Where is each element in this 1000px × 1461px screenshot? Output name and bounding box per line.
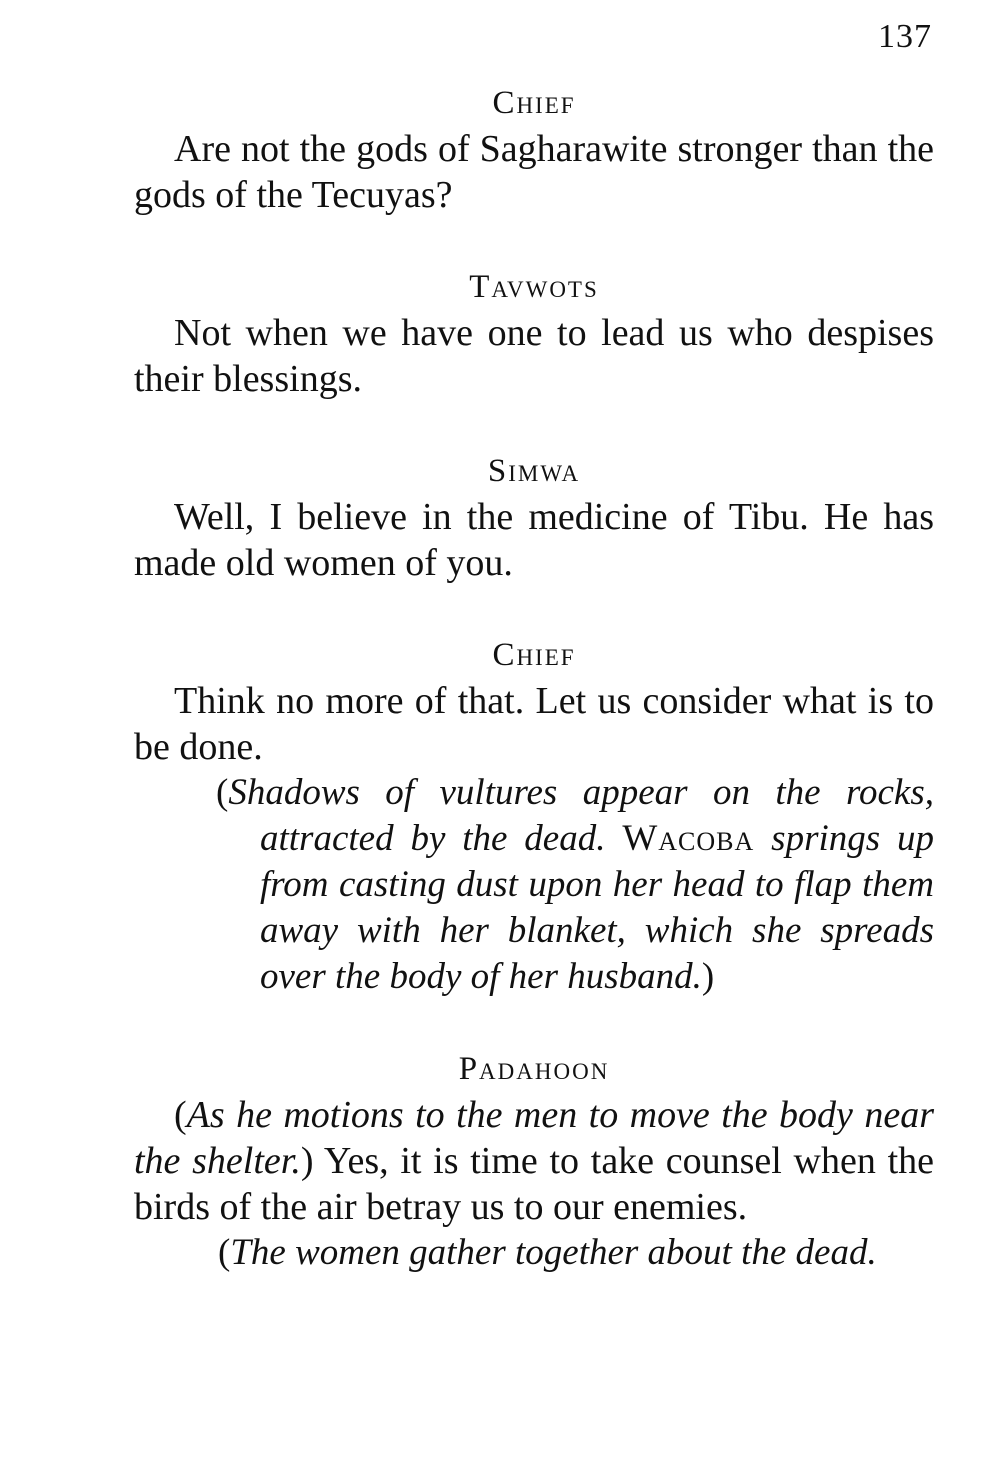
page-number: 137	[878, 18, 932, 55]
speaker-name: Chief	[492, 85, 576, 121]
stage-direction	[216, 770, 935, 1000]
speech-paragraph: Think no more of that. Let us consider what is to be done.	[134, 680, 934, 768]
direction-open-paren: (	[174, 1094, 187, 1136]
stage-open-paren: (	[216, 772, 229, 813]
speech-text: Yes, it is time to take counsel when the birds of the air betray us to our enemies.	[134, 1140, 935, 1228]
speaker-name: Tavwots	[469, 269, 599, 305]
stage-text: springs up from casting dust upon her head to flap them away with her blanket, which she spreads over the body of her husband.	[260, 818, 935, 997]
speech-paragraph: Well, I believe in the medicine of Tibu. He has made old women of you.	[134, 496, 934, 584]
speaker-name: Chief	[492, 637, 576, 673]
speaker-name: Padahoon	[458, 1051, 610, 1087]
direction-close-paren: )	[300, 1140, 314, 1182]
speech-paragraph	[134, 1092, 934, 1230]
stage-character-name: Wacoba	[622, 818, 755, 859]
stage-open-paren: (	[218, 1232, 231, 1273]
speech-paragraph: Are not the gods of Sagharawite stronger than the gods of the Tecuyas?	[134, 128, 934, 216]
speech-paragraph: Not when we have one to lead us who despises their blessings.	[134, 312, 934, 400]
speaker-name: Simwa	[487, 453, 581, 489]
inline-direction: As he motions to the men to move the body near the shelter.	[134, 1094, 934, 1182]
stage-close-paren: )	[701, 956, 715, 997]
stage-text: The women gather together about the dead.	[230, 1232, 877, 1273]
stage-text: Shadows of vultures appear on the rocks, attracted by the dead.	[228, 772, 934, 859]
stage-direction	[218, 1230, 934, 1276]
page-text	[134, 80, 934, 1276]
